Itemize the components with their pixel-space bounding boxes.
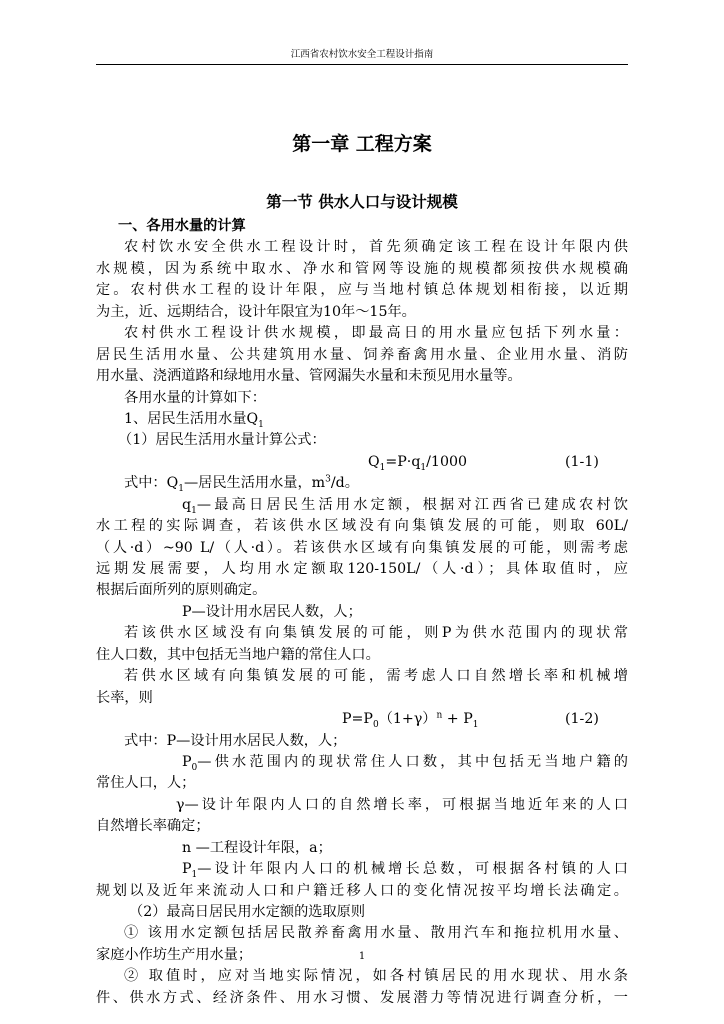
equation-1-2 (96, 709, 628, 730)
subsection-heading: 一、各用水量的计算 (118, 218, 246, 234)
definition-line: 式中：P—设计用水居民人数，人； (124, 732, 347, 749)
paragraph-line: 农村供水工程设计供水规模，即最高日的用水量应包括下列水量： (124, 325, 628, 342)
paragraph-line: 若该供水区域没有向集镇发展的可能，则P为供水范围内的现状常 (124, 625, 628, 642)
paragraph-line: 农村饮水安全供水工程设计时，首先须确定该工程在设计年限内供 (124, 239, 628, 256)
body-text (96, 216, 628, 1009)
paragraph-line: 居民生活用水量、公共建筑用水量、饲养畜禽用水量、企业用水量、消防 (96, 346, 628, 363)
paragraph-line: 为主，近、远期结合，设计年限宜为10年～15年。 (96, 303, 416, 320)
equation-number: (1-2) (565, 711, 599, 728)
paragraph-line: 水工程的实际调查，若该供水区域没有向集镇发展的可能，则取 60L/ (96, 518, 628, 535)
definition-line: $P_0—$供水范围内的现状常住人口数，其中包括无当地户籍的 (182, 753, 628, 773)
item-subheading: （2）最高日居民用水定额的选取原则 (129, 904, 366, 920)
definition-line: $q_1—$最高日居民生活用水定额，根据对江西省已建成农村饮 (182, 496, 628, 516)
equation-number: (1-1) (565, 453, 599, 470)
paragraph-line: 自然增长率确定； (96, 818, 210, 835)
paragraph-line: 定。农村供水工程的设计年限，应与当地村镇总体规划相衔接，以近期 (96, 282, 628, 299)
paragraph-line: 常住人口，人； (96, 775, 196, 792)
paragraph-line: 家庭小作坊生产用水量； (96, 946, 253, 963)
paragraph-line: 远期发展需要，人均用水定额取120-150L/（人·d）；具体取值时，应 (96, 561, 628, 577)
definition-line: P—设计用水居民人数，人； (182, 603, 362, 620)
equation-expression: $P=P_0(1+\gamma)^n + P_1$ (342, 710, 479, 730)
chapter-title: 第一章 工程方案 (292, 133, 432, 155)
item-subheading: （1）居民生活用水量计算公式： (118, 432, 326, 449)
item-heading: 1、居民生活用水量$Q_1$ (124, 410, 264, 430)
paragraph-line: 长率，则 (96, 689, 153, 706)
definition-line: $P_1—$设计年限内人口的机械增长总数，可根据各村镇的人口 (182, 861, 628, 880)
paragraph-line: 水规模，因为系统中取水、净水和管网等设施的规模都须按供水规模确 (96, 260, 628, 277)
running-header: 江西省农村饮水安全工程设计指南 (290, 49, 434, 60)
definition-line: n —工程设计年限，a； (182, 839, 332, 856)
paragraph-line: 规划以及近年来流动人口和户籍迁移人口的变化情况按平均增长法确定。 (96, 882, 628, 899)
paragraph-line: ① 该用水定额包括居民散养畜禽用水量、散用汽车和拖拉机用水量、 (124, 925, 628, 942)
paragraph-line: （人·d）~90 L/（人·d）。若该供水区域有向集镇发展的可能，则需考虑 (96, 539, 628, 556)
paragraph-line: 件、供水方式、经济条件、用水习惯、发展潜力等情况进行调查分析，一 (96, 989, 628, 1006)
header-rule (96, 64, 628, 65)
paragraph-line: 若供水区域有向集镇发展的可能，需考虑人口自然增长率和机械增 (124, 668, 628, 685)
page-number: 1 (358, 951, 366, 962)
paragraph-line: 根据后面所列的原则确定。 (96, 582, 267, 599)
equation-1-1 (96, 452, 628, 473)
equation-expression: $Q_1=P\cdot q_1/1000$ (368, 453, 468, 473)
section-title: 第一节 供水人口与设计规模 (266, 193, 458, 211)
paragraph-line: 各用水量的计算如下： (124, 389, 266, 406)
paragraph-line: 用水量、浇洒道路和绿地用水量、管网漏失水量和未预见用水量等。 (96, 368, 522, 385)
paragraph-line: 住人口数，其中包括无当地户籍的常住人口。 (96, 646, 380, 663)
definition-line: γ—设计年限内人口的自然增长率，可根据当地近年来的人口 (176, 796, 628, 813)
definition-line: 式中：$Q_1—$居民生活用水量，$m^3/d$。 (124, 474, 359, 495)
paragraph-line: ② 取值时，应对当地实际情况，如各村镇居民的用水现状、用水条 (124, 968, 628, 985)
